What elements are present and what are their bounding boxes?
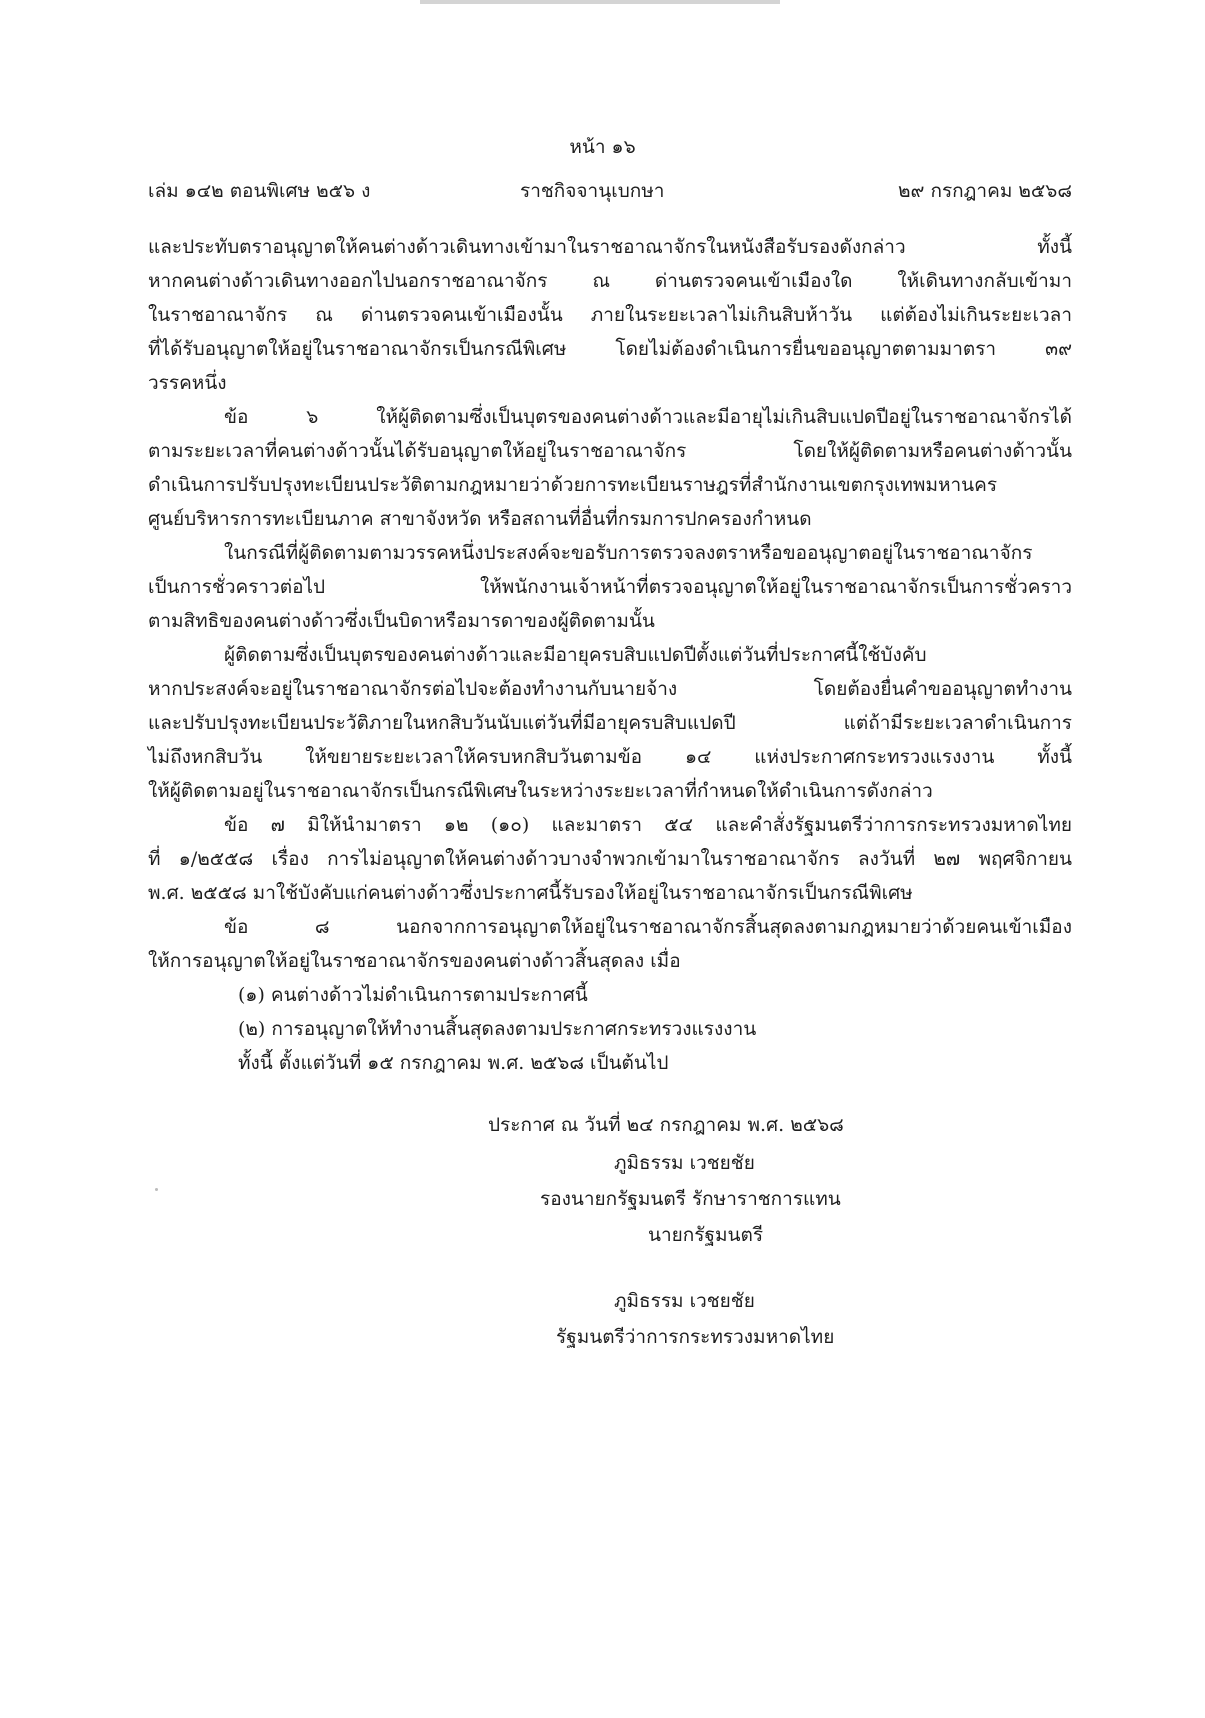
- body-line: ที่ ๑/๒๕๕๘ เรื่อง การไม่อนุญาตให้คนต่างด้าวบางจำพวกเข้ามาในราชอาณาจักร ลงวันที่ ๒๗ พฤศจิกายน: [148, 848, 1072, 870]
- signatory-name-2: ภูมิธรรม เวชยชัย: [614, 1290, 755, 1312]
- body-line: ศูนย์บริหารการทะเบียนภาค สาขาจังหวัด หรือสถานที่อื่นที่กรมการปกครองกำหนด: [148, 508, 812, 530]
- body-line: ตามสิทธิของคนต่างด้าวซึ่งเป็นบิดาหรือมารดาของผู้ติดตามนั้น: [148, 610, 655, 632]
- body-line: ให้ผู้ติดตามอยู่ในราชอาณาจักรเป็นกรณีพิเศษในระหว่างระยะเวลาที่กำหนดให้ดำเนินการดังกล่าว: [148, 780, 933, 802]
- volume-issue: เล่ม ๑๔๒ ตอนพิเศษ ๒๕๖ ง: [148, 180, 371, 202]
- page-number: หน้า ๑๖: [569, 136, 636, 158]
- body-line: และประทับตราอนุญาตให้คนต่างด้าวเดินทางเข้ามาในราชอาณาจักรในหนังสือรับรองดังกล่าว ทั้งนี้: [148, 236, 1072, 258]
- signatory-name: ภูมิธรรม เวชยชัย: [614, 1152, 755, 1174]
- publication-date: ๒๙ กรกฎาคม ๒๕๖๘: [897, 180, 1072, 202]
- scan-edge-mark: [420, 0, 780, 4]
- clause-8-heading: ข้อ ๘ นอกจากการอนุญาตให้อยู่ในราชอาณาจักรสิ้นสุดลงตามกฎหมายว่าด้วยคนเข้าเมือง: [224, 916, 1072, 938]
- gazette-title: ราชกิจจานุเบกษา: [520, 180, 665, 202]
- signatory-position-cont: นายกรัฐมนตรี: [648, 1224, 764, 1246]
- clause-6-heading: ข้อ ๖ ให้ผู้ติดตามซึ่งเป็นบุตรของคนต่างด้าวและมีอายุไม่เกินสิบแปดปีอยู่ในราชอาณาจักรได้: [224, 406, 1072, 428]
- body-line: ดำเนินการปรับปรุงทะเบียนประวัติตามกฎหมายว่าด้วยการทะเบียนราษฎรที่สำนักงานเขตกรุงเทพมหานคร: [148, 474, 998, 496]
- body-line: ที่ได้รับอนุญาตให้อยู่ในราชอาณาจักรเป็นกรณีพิเศษ โดยไม่ต้องดำเนินการยื่นขออนุญาตตามมาตรา ๓๙: [148, 338, 1072, 360]
- clause-7-heading: ข้อ ๗ มิให้นำมาตรา ๑๒ (๑๐) และมาตรา ๕๔ และคำสั่งรัฐมนตรีว่าการกระทรวงมหาดไทย: [224, 814, 1072, 836]
- effective-date-line: ทั้งนี้ ตั้งแต่วันที่ ๑๕ กรกฎาคม พ.ศ. ๒๕๖๘ เป็นต้นไป: [238, 1052, 669, 1074]
- body-line: ไม่ถึงหกสิบวัน ให้ขยายระยะเวลาให้ครบหกสิบวันตามข้อ ๑๔ แห่งประกาศกระทรวงแรงงาน ทั้งนี้: [148, 746, 1072, 768]
- body-line: ตามระยะเวลาที่คนต่างด้าวนั้นได้รับอนุญาตให้อยู่ในราชอาณาจักร โดยให้ผู้ติดตามหรือคนต่างด้าวนั้น: [148, 440, 1072, 462]
- list-item-2: (๒) การอนุญาตให้ทำงานสิ้นสุดลงตามประกาศกระทรวงแรงงาน: [238, 1018, 757, 1040]
- body-line: ในกรณีที่ผู้ติดตามตามวรรคหนึ่งประสงค์จะขอรับการตรวจลงตราหรือขออนุญาตอยู่ในราชอาณาจักร: [224, 542, 1033, 564]
- body-line: ผู้ติดตามซึ่งเป็นบุตรของคนต่างด้าวและมีอายุครบสิบแปดปีตั้งแต่วันที่ประกาศนี้ใช้บังคับ: [224, 644, 927, 666]
- body-line: หากประสงค์จะอยู่ในราชอาณาจักรต่อไปจะต้องทำงานกับนายจ้าง โดยต้องยื่นคำขออนุญาตทำงาน: [148, 678, 1072, 700]
- gazette-header: [148, 176, 1072, 206]
- body-line: ในราชอาณาจักร ณ ด่านตรวจคนเข้าเมืองนั้น ภายในระยะเวลาไม่เกินสิบห้าวัน แต่ต้องไม่เกินระยะเวลา: [148, 304, 1072, 326]
- scan-speck: [155, 1188, 158, 1191]
- body-line: วรรคหนึ่ง: [148, 372, 227, 394]
- body-line: หากคนต่างด้าวเดินทางออกไปนอกราชอาณาจักร ณ ด่านตรวจคนเข้าเมืองใด ให้เดินทางกลับเข้ามา: [148, 270, 1072, 292]
- body-line: และปรับปรุงทะเบียนประวัติภายในหกสิบวันนับแต่วันที่มีอายุครบสิบแปดปี แต่ถ้ามีระยะเวลาดำเนินการ: [148, 712, 1072, 734]
- body-line: ให้การอนุญาตให้อยู่ในราชอาณาจักรของคนต่างด้าวสิ้นสุดลง เมื่อ: [148, 950, 681, 972]
- body-line: พ.ศ. ๒๕๕๘ มาใช้บังคับแก่คนต่างด้าวซึ่งประกาศนี้รับรองให้อยู่ในราชอาณาจักรเป็นกรณีพิเศษ: [148, 882, 913, 904]
- signatory-position: รองนายกรัฐมนตรี รักษาราชการแทน: [540, 1188, 841, 1210]
- signatory-position-2: รัฐมนตรีว่าการกระทรวงมหาดไทย: [556, 1326, 835, 1348]
- body-line: เป็นการชั่วคราวต่อไป ให้พนักงานเจ้าหน้าที่ตรวจอนุญาตให้อยู่ในราชอาณาจักรเป็นการชั่วคราว: [148, 576, 1072, 598]
- announcement-date: ประกาศ ณ วันที่ ๒๔ กรกฎาคม พ.ศ. ๒๕๖๘: [488, 1114, 844, 1136]
- list-item-1: (๑) คนต่างด้าวไม่ดำเนินการตามประกาศนี้: [238, 984, 588, 1006]
